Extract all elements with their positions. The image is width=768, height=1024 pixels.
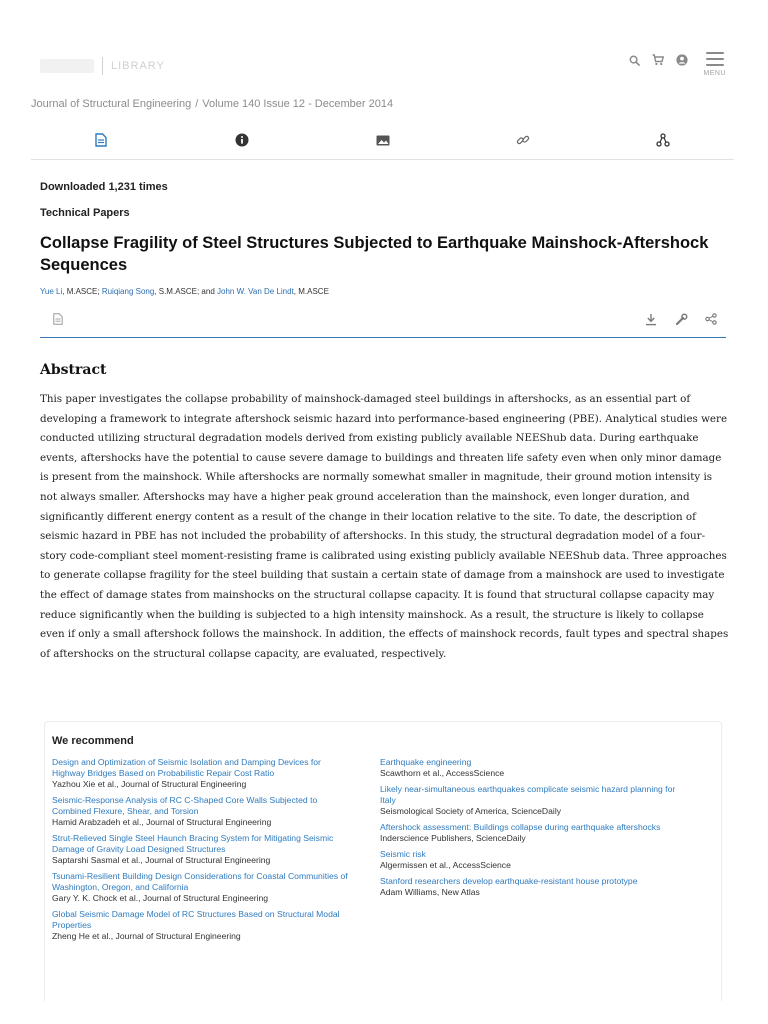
recommendation-source: Gary Y. K. Chock et al., Journal of Structural Engineering — [52, 893, 269, 903]
menu-button[interactable] — [703, 52, 726, 77]
recommendation-source: Scawthorn et al., AccessScience — [380, 768, 505, 778]
list-item — [380, 784, 680, 817]
author-affil: , M.ASCE; — [62, 287, 102, 296]
recommendation-link[interactable]: Seismic risk — [380, 849, 426, 859]
account-icon[interactable] — [675, 52, 689, 68]
logo-divider — [102, 57, 103, 75]
author-link[interactable]: John W. Van De Lindt — [217, 287, 294, 296]
recommendations-external-list — [380, 757, 680, 903]
cart-icon[interactable] — [651, 52, 665, 68]
list-item — [380, 757, 680, 779]
link-icon — [516, 133, 530, 147]
abstract-heading: Abstract — [40, 362, 107, 378]
author-affil: , M.ASCE — [293, 287, 329, 296]
share-icon[interactable] — [704, 312, 718, 326]
abstract-body: This paper investigates the collapse probability of mainshock-damaged steel buildings in aftershocks, as an essential part of developing a framework to integrate aftershock seismic hazard into performance-based engineering (PBE). Analytical studies were conducted utilizing structural degradation models derived from existing publicly available NEEShub data. During earthquake events, aftershocks have the potential to cause severe damage to buildings and threaten life safety even when only minor damage is present from the mainshock. While aftershocks are normally somewhat smaller in magnitude, their ground motion intensity is not always smaller. Aftershocks may have a higher peak ground acceleration than the mainshock, even longer duration, and significantly different energy content as a result of the change in their location relative to the site. To date, the description of seismic hazard in PBE has not included the probability of aftershocks. In this study, the structural degradation model of a four-story code-compliant steel moment-resisting frame is calibrated using existing publicly available NEEShub data. Three approaches to generate collapse fragility for the steel building that sustain a certain state of damage from a mainshock are used to investigate the effect of damage states from mainshocks on the structural collapse capacity. It is found that structural collapse capacity may reduce significantly when the building is subjected to a high intensity mainshock. As a result, the structure is likely to collapse even if only a small aftershock follows the mainshock. In addition, the effects of mainshock records, fault types and spectral shapes of aftershocks on the structural collapse capacity, are evaluated, respectively. — [40, 393, 729, 660]
tab-info[interactable] — [232, 130, 252, 150]
recommendation-source: Saptarshi Sasmal et al., Journal of Structural Engineering — [52, 855, 271, 865]
breadcrumb-issue[interactable]: Volume 140 Issue 12 - December 2014 — [202, 98, 394, 110]
tab-related[interactable] — [653, 130, 673, 150]
recommendations-journal-list — [52, 757, 352, 947]
tab-references[interactable] — [513, 130, 533, 150]
info-icon — [235, 133, 249, 147]
tab-fulltext[interactable] — [91, 130, 111, 150]
article-section: Technical Papers — [40, 207, 130, 219]
menu-label: MENU — [703, 70, 726, 77]
recommendation-source: Inderscience Publishers, ScienceDaily — [380, 833, 526, 843]
recommendation-source: Yazhou Xie et al., Journal of Structural Engineering — [52, 779, 247, 789]
article-actions — [644, 312, 718, 326]
article-title: Collapse Fragility of Steel Structures Subjected to Earthquake Mainshock-Aftershock Sequences — [40, 234, 709, 274]
document-icon — [95, 133, 107, 147]
site-header — [0, 0, 768, 95]
network-icon — [656, 133, 670, 147]
breadcrumb — [31, 98, 393, 110]
recommendation-link[interactable]: Global Seismic Damage Model of RC Structures Based on Structural Modal Properties — [52, 909, 340, 930]
recommendation-source: Seismological Society of America, ScienceDaily — [380, 806, 562, 816]
author-link[interactable]: Yue Li — [40, 287, 63, 296]
list-item — [52, 909, 352, 942]
download-icon[interactable] — [644, 312, 658, 326]
list-item — [52, 871, 352, 904]
breadcrumb-journal[interactable]: Journal of Structural Engineering — [31, 98, 192, 110]
recommendation-link[interactable]: Stanford researchers develop earthquake-resistant house prototype — [380, 876, 638, 886]
search-icon[interactable] — [627, 52, 641, 68]
recommendation-link[interactable]: Design and Optimization of Seismic Isolation and Damping Devices for Highway Bridges Based on Probabilistic Repair Cost Ratio — [52, 757, 321, 778]
list-item — [52, 833, 352, 866]
hamburger-icon — [706, 52, 724, 66]
recommendation-link[interactable]: Aftershock assessment: Buildings collapse during earthquake aftershocks — [380, 822, 661, 832]
list-item — [52, 757, 352, 790]
site-logo[interactable] — [40, 56, 165, 76]
list-item — [380, 822, 680, 844]
article-tabs — [31, 126, 734, 160]
recommendation-source: Hamid Arabzadeh et al., Journal of Structural Engineering — [52, 817, 272, 827]
recommendation-link[interactable]: Earthquake engineering — [380, 757, 472, 767]
list-item — [380, 849, 680, 871]
breadcrumb-separator: / — [195, 98, 199, 110]
recommendation-source: Adam Williams, New Atlas — [380, 887, 480, 897]
recommendation-link[interactable]: Seismic-Response Analysis of RC C-Shaped Core Walls Subjected to Combined Flexure, Shear, and Torsion — [52, 795, 318, 816]
recommendation-link[interactable]: Strut-Relieved Single Steel Haunch Bracing System for Mitigating Seismic Damage of Gravity Load Designed Structures — [52, 833, 334, 854]
list-item — [52, 795, 352, 828]
list-item — [380, 876, 680, 898]
recommendation-link[interactable]: Likely near-simultaneous earthquakes complicate seismic hazard planning for Italy — [380, 784, 676, 805]
author-link[interactable]: Ruiqiang Song — [101, 287, 155, 296]
recommendations-heading: We recommend — [52, 735, 134, 747]
article-action-bar — [40, 308, 726, 338]
logo-mark — [40, 59, 94, 73]
download-count: Downloaded 1,231 times — [40, 181, 168, 193]
image-icon — [376, 135, 390, 146]
logo-text: LIBRARY — [111, 60, 165, 72]
tab-figures[interactable] — [373, 130, 393, 150]
tools-icon[interactable] — [674, 312, 688, 326]
header-tools — [627, 52, 726, 77]
recommendations-panel — [44, 721, 722, 1001]
recommendation-link[interactable]: Tsunami-Resilient Building Design Considerations for Coastal Communities of Washington, Oregon, and California — [52, 871, 348, 892]
recommendation-source: Zheng He et al., Journal of Structural Engineering — [52, 931, 241, 941]
pdf-document-icon[interactable] — [53, 312, 63, 330]
author-affil: , S.M.ASCE; and — [154, 287, 217, 296]
recommendation-source: Algermissen et al., AccessScience — [380, 860, 511, 870]
author-list — [40, 287, 329, 296]
